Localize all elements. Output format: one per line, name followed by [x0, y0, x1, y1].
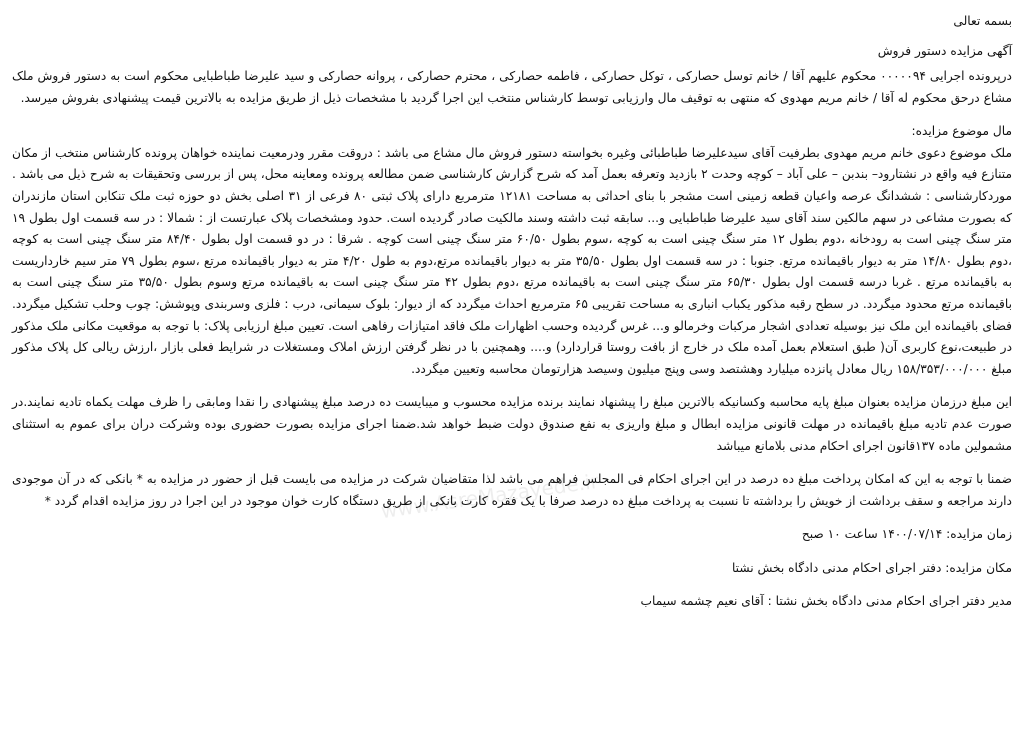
bank-card-note-paragraph: ضمنا با توجه به این که امکان پرداخت مبلغ ده درصد در این اجرای احکام فی المجلس فراهم می باشد لذا متقاضیان شرکت در مزایده می بایست قبل از حضور در مزایده به * بانکی که در آن موجودی دارند مراجعه و سقف برداشت از خویش را برداشته تا نسبت به پرداخت مبلغ ده درصد صرفا با یک فقره کارت بانکی از طریق دستگاه کارت خوان موجود در این اجرا در روز مزایده اقدام گردد *: [12, 472, 1012, 508]
office-manager: مدیر دفتر اجرای احکام مدنی دادگاه بخش نشتا : آقای نعیم چشمه سیماب: [640, 594, 1012, 609]
subject-description: ملک موضوع دعوی خانم مریم مهدوی بطرفیت آقای سیدعلیرضا طباطبائی وغیره بخواسته دستور فروش مال مشاع می باشد : دروقت مقرر ودرمعیت نماینده خواهان پرونده کارشناس منتخب از مکان متنازع فیه واقع در نشتارود– بندبن – علی آباد – کوچه وحدت ۲ بازدید وتعرفه بعمل آمد که شرح گزارش کارشناسی ضمن مطالعه پرونده ومعاینه محل، پس از بررسی وتحقیقات به شرح ذیل می باشد . موردکارشناسی : ششدانگ عرصه واعیان قطعه زمینی است مشجر با بنای احداثی به مساحت ۱۲۱۸۱ مترمربع دارای پلاک ثبتی ۸۰ فرعی از ۳۱ اصلی بخش دو حوزه ثبت ملک تنکابن استان مازندران که بصورت مشاعی در سهم مالکین سند آقای سید علیرضا طباطبایی و... سابقه ثبت داشته وسند مالکیت صادر گردیده است. حدود ومشخصات پلاک عبارتست از : شمالا : در سه قسمت اول بطول ۱۹ متر سنگ چینی است به رودخانه ،دوم بطول ۱۲ متر سنگ چینی است به کوچه ،سوم بطول ۶۰/۵۰ متر سنگ چینی است کوچه . شرقا : در دو قسمت اول بطول ۸۴/۴۰ متر سنگ چینی است به کوچه ،دوم بطول ۱۴/۸۰ متر به دیوار باقیمانده مرتع. جنوبا : در سه قسمت اول بطول ۳۵/۵۰ متر به دیوار باقیمانده مرتع،دوم به طول ۴/۲۰ متر به دیوار باقیمانده مرتع ،سوم بطول ۷۹ متر سیم خارداریست به باقیمانده مرتع . غربا درسه قسمت اول بطول ۶۵/۳۰ متر سنگ چینی است به باقیمانده مرتع ،دوم بطول ۴۲ متر سنگ چینی است به باقیمانده مرتع وسوم بطول ۳۵/۵۰ متر سنگ چینی است به باقیمانده مرتع محدود میگردد. در سطح رقبه مذکور یکباب انباری به مساحت تقریبی ۶۵ مترمربع احداث میگردد که از دیوار: بلوک سیمانی، درب : فلزی وسربندی وپوشش: چوب وحلب تشکیل میگردد. فضای باقیمانده این ملک نیز بوسیله تعدادی اشجار مرکبات وخرمالو و... غرس گردیده وحسب اظهارات ملک فاقد امتیازات رفاهی است. تعیین مبلغ ارزیابی پلاک: با توجه به موقعیت مکانی ملک مذکور در طبیعت،نوع کاربری آن( طبق استعلام بعمل آمده ملک در خارج از بافت روستا قراردارد) و.... وهمچنین با در نظر گرفتن ارزش املاک ومستغلات در شرایط فعلی بازار ،ارزش ریالی کل پلاک مذکور مبلغ ۱۵۸/۳۵۳/۰۰۰/۰۰۰ ریال معادل پانزده میلیارد وهشتصد وسی وپنج میلیون وسیصد هزارتومان محاسبه وتعیین میگردد.: [12, 145, 1013, 376]
basmala-heading: بسمه تعالی: [953, 14, 1012, 28]
watermark-text: www.AsreMazayede.ir: [379, 468, 600, 524]
auction-time: زمان مزایده: ۱۴۰۰/۰۷/۱۴ ساعت ۱۰ صبح: [801, 527, 1012, 542]
intro-paragraph: درپرونده اجرایی ۰۰۰۰۰۹۴ محکوم علیهم آقا / خانم توسل حصارکی ، توکل حصارکی ، فاطمه حصارکی ، محترم حصارکی ، پروانه حصارکی و سید علیرضا طباطبایی محکوم است به دستور فروش ملک مشاع درحق محکوم له آقا / خانم مریم مهدوی که منتهی به توقیف مال وارزیابی توسط کارشناس منتخب این اجرا گردید با مشخصات ذیل از طریق مزایده به بالاترین قیمت پیشنهادی بفروش میرسد.: [12, 69, 1012, 105]
notice-title: آگهی مزایده دستور فروش: [877, 44, 1012, 58]
subject-heading: مال موضوع مزایده:: [911, 124, 1012, 139]
payment-terms-paragraph: این مبلغ درزمان مزایده بعنوان مبلغ پایه محاسبه وکسانیکه بالاترین مبلغ را پیشنهاد نمایند برنده مزایده محسوب و میبایست ده درصد مبلغ پیشنهادی را نقدا ومابقی را ظرف مهلت یکماه تادیه نمایند.در صورت عدم تادیه مبلغ باقیمانده در مهلت قانونی مزایده ابطال و مبلغ واریزی به نفع صندوق دولت ضبط خواهد شد.ضمنا اجرای مزایده بصورت حضوری بوده وشرکت دران برای عموم به استثنای مشمولین ماده ۱۳۷قانون اجرای احکام مدنی بلامانع میباشد: [12, 395, 1012, 453]
auction-place: مکان مزایده: دفتر اجرای احکام مدنی دادگاه بخش نشتا: [731, 560, 1012, 575]
